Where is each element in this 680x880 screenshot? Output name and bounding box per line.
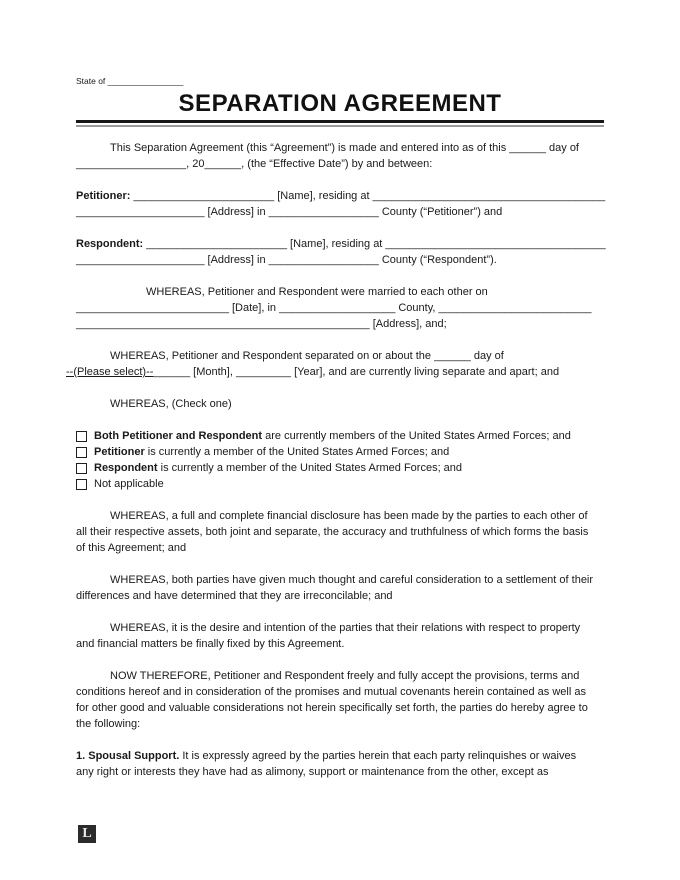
document-line [66,364,604,380]
document-line [76,684,604,700]
checkbox-row [76,444,604,460]
armed-forces-checklist-paragraph [76,428,604,492]
checkbox-label [94,460,462,476]
text-run: any right or interests they have had as alimony, support or maintenance from the other, except as [76,766,549,778]
text-run: WHEREAS, (Check one) [110,398,232,410]
document-line [76,316,604,332]
document-line [110,140,604,156]
text-run: _____________________ [Address] in __________________ County (“Petitioner”) and [76,206,503,218]
document-line [110,508,604,524]
text-run: are currently members of the United States Armed Forces; and [262,430,571,442]
text-run: _________________________ [Date], in ___________________ County, _________________________ [76,302,592,314]
text-run: NOW THEREFORE, Petitioner and Respondent freely and fully accept the provisions, terms and [110,670,580,682]
document-line [76,540,604,556]
document-line [110,396,604,412]
document-line [76,764,604,780]
document-line [76,636,604,652]
text-run: differences and have determined that they are irreconcilable; and [76,590,393,602]
text-run: WHEREAS, a full and complete financial disclosure has been made by the parties to each other of [110,510,588,522]
document-line [76,156,604,172]
document-line [76,524,604,540]
respondent-paragraph [76,236,604,268]
text-run: is currently a member of the United States Armed Forces; and [157,462,463,474]
bold-text: Respondent: [76,238,147,250]
text-run: WHEREAS, Petitioner and Respondent separated on or about the ______ day of [110,350,504,362]
text-run: WHEREAS, both parties have given much thought and careful consideration to a settlement of their [110,574,594,586]
whereas-married-paragraph [76,284,604,332]
state-of-line [76,0,604,87]
checkbox[interactable] [76,447,87,458]
whereas-desire-paragraph [76,620,604,652]
state-of-blank: ________________ [107,76,184,86]
document-line [76,716,604,732]
legal-templates-logo [78,825,96,843]
bold-text: Both Petitioner and Respondent [94,430,263,442]
document-line [76,748,604,764]
document-line [146,284,604,300]
text-run: and financial matters be finally fixed by this Agreement. [76,638,345,650]
checkbox-label [94,476,164,492]
bold-text: 1. Spousal Support. [76,750,180,762]
document-line [110,572,604,588]
text-run: _______________________ [Name], residing at ______________________________________ [133,190,606,202]
document-line [76,236,604,252]
document-line [76,588,604,604]
document-line [76,204,604,220]
text-run: This Separation Agreement (this “Agreement”) is made and entered into as of this ______ day of [110,142,579,154]
intro-paragraph [76,140,604,172]
text-run: ______ [Month], _________ [Year], and are currently living separate and apart; and [153,366,560,378]
text-run: conditions hereof and in consideration of the promises and mutual covenants herein contained as well as [76,686,586,698]
text-run: It is expressly agreed by the parties herein that each party relinquishes or waives [179,750,577,762]
whereas-financial-disclosure-paragraph [76,508,604,556]
document-line [110,348,604,364]
text-run: of this Agreement; and [76,542,187,554]
text-run: ________________________________________________ [Address], and; [76,318,447,330]
text-run: for other good and valuable considerations not herein specifically set forth, the parties do hereby agree to [76,702,588,714]
text-run: all their respective assets, both joint and separate, the accuracy and truthfulness of which forms the basis [76,526,589,538]
checkbox-row [76,460,604,476]
whereas-settlement-paragraph [76,572,604,604]
checkbox[interactable] [76,431,87,442]
month-select-placeholder[interactable]: --(Please select)-- [66,366,154,378]
text-run: __________________, 20______, (the “Effective Date”) by and between: [76,158,433,170]
document-line [110,620,604,636]
document-body [66,140,606,780]
document-line [76,252,604,268]
whereas-check-one-paragraph [76,396,604,412]
text-run: Not applicable [94,478,164,490]
state-of-label: State of [76,76,108,86]
text-run: _______________________ [Name], residing at ____________________________________ [146,238,606,250]
now-therefore-paragraph [76,668,604,732]
text-run: WHEREAS, it is the desire and intention of the parties that their relations with respect to property [110,622,581,634]
checkbox-row [76,428,604,444]
document-line [76,188,604,204]
text-run: WHEREAS, Petitioner and Respondent were married to each other on [146,286,488,298]
bold-text: Petitioner [94,446,145,458]
document-line [110,668,604,684]
text-run: _____________________ [Address] in __________________ County (“Respondent”). [76,254,497,266]
checkbox[interactable] [76,463,87,474]
text-run: is currently a member of the United States Armed Forces; and [144,446,450,458]
petitioner-paragraph [76,188,604,220]
bold-text: Respondent [94,462,158,474]
text-run: the following: [76,718,141,730]
whereas-separated-paragraph [66,348,604,380]
page-title: SEPARATION AGREEMENT [178,90,502,117]
title-divider [76,120,604,127]
logo-letter-l: L [82,825,92,841]
checkbox-label [94,444,449,460]
document-line [76,300,604,316]
checkbox[interactable] [76,479,87,490]
spousal-support-paragraph [76,748,604,780]
checkbox-row [76,476,604,492]
bold-text: Petitioner: [76,190,134,202]
document-line [76,700,604,716]
checkbox-label [94,428,571,444]
